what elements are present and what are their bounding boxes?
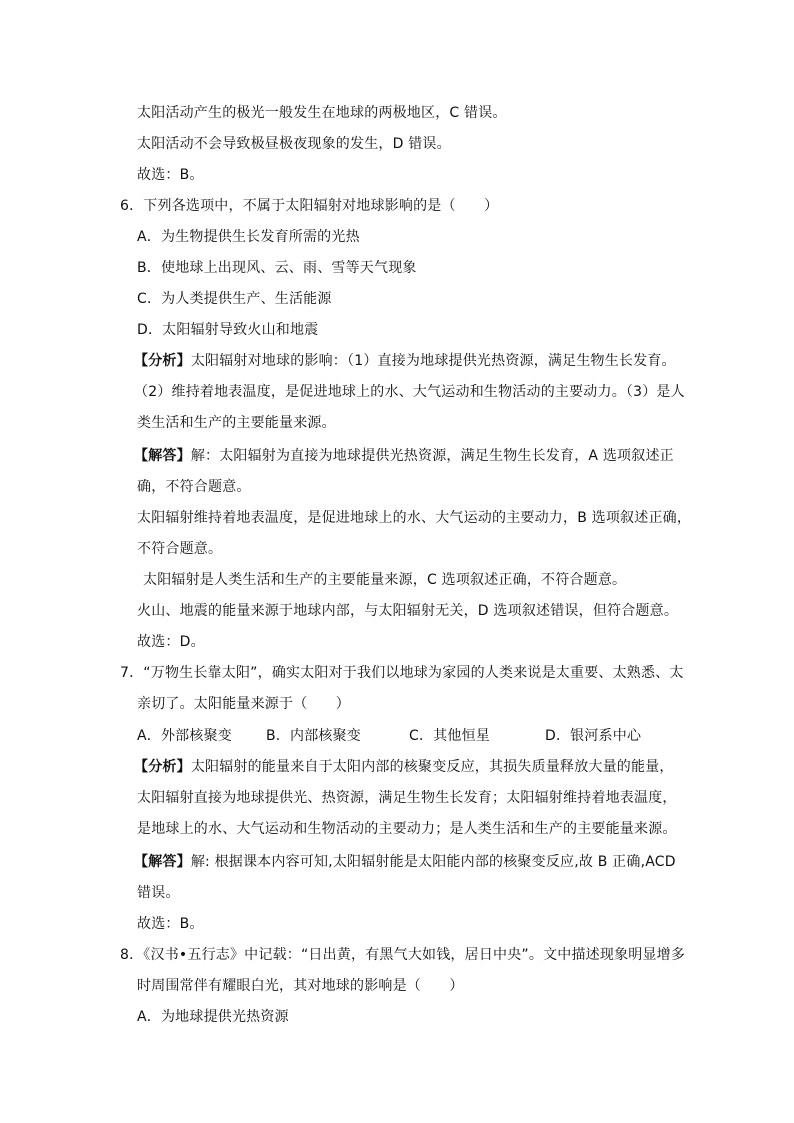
q6-analysis-text-1: 太阳辐射对地球的影响：（1）直接为地球提供光热资源，满足生物生长发育。 bbox=[190, 353, 676, 369]
q6-analysis-tag: 【分析】 bbox=[134, 353, 191, 369]
q6-answer-line-1 bbox=[134, 446, 674, 466]
q7-option-c: C．其他恒星 bbox=[409, 728, 490, 744]
q6-option-b: B．使地球上出现风、云、雨、雪等天气现象 bbox=[137, 260, 417, 276]
q7-answer-choice: 故选：B。 bbox=[137, 916, 204, 932]
q7-answer-line-1 bbox=[134, 852, 676, 872]
prev-answer-line-d: 太阳活动不会导致极昼极夜现象的发生，D 错误。 bbox=[137, 136, 451, 152]
q6-option-c: C．为人类提供生产、生活能源 bbox=[137, 291, 332, 307]
q7-stem-line-1: 7．“万物生长靠太阳”，确实太阳对于我们以地球为家园的人类来说是太重要、太熟悉、太 bbox=[120, 665, 684, 681]
q6-analysis-line-2: （2）维持着地表温度，是促进地球上的水、大气运动和生物活动的主要动力。（3）是人 bbox=[134, 384, 685, 400]
q6-option-a: A．为生物提供生长发育所需的光热 bbox=[137, 229, 360, 245]
q6-answer-line-6: 火山、地震的能量来源于地球内部，与太阳辐射无关，D 选项叙述错误，但符合题意。 bbox=[137, 603, 679, 619]
q7-answer-tag: 【解答】 bbox=[134, 854, 191, 870]
q8-stem-line-1: 8．《汉书•五行志》中记载：“日出黄，有黑气大如钱，居日中央”。文中描述现象明显增多 bbox=[120, 947, 686, 963]
q7-analysis-line-3: 是地球上的水、大气运动和生物活动的主要动力；是人类生活和生产的主要能量来源。 bbox=[137, 821, 677, 837]
q7-analysis-line-1 bbox=[134, 757, 674, 777]
prev-answer-line-c: 太阳活动产生的极光一般发生在地球的两极地区，C 错误。 bbox=[137, 105, 507, 121]
q7-options-row bbox=[137, 726, 641, 746]
q7-analysis-line-2: 太阳辐射直接为地球提供光、热资源，满足生物生长发育；太阳辐射维持着地表温度， bbox=[137, 790, 677, 806]
q6-analysis-line-3: 类生活和生产的主要能量来源。 bbox=[137, 415, 336, 431]
q6-answer-line-4: 不符合题意。 bbox=[137, 541, 223, 557]
q7-analysis-text-1: 太阳辐射的能量来自于太阳内部的核聚变反应，其损失质量释放大量的能量， bbox=[190, 759, 674, 775]
q7-answer-line-2: 错误。 bbox=[137, 885, 180, 901]
q7-analysis-tag: 【分析】 bbox=[134, 759, 191, 775]
q6-answer-line-5: 太阳辐射是人类生活和生产的主要能量来源，C 选项叙述正确，不符合题意。 bbox=[143, 572, 627, 588]
q6-analysis-line-1 bbox=[134, 351, 676, 371]
q6-answer-line-3: 太阳辐射维持着地表温度，是促进地球上的水、大气运动的主要动力，B 选项叙述正确， bbox=[137, 510, 692, 526]
q8-option-a: A．为地球提供光热资源 bbox=[137, 1009, 289, 1025]
q6-stem: 6．下列各选项中，不属于太阳辐射对地球影响的是（ ） bbox=[120, 198, 499, 214]
q6-option-d: D．太阳辐射导致火山和地震 bbox=[137, 322, 319, 338]
q8-stem-line-2: 时周围常伴有耀眼白光，其对地球的影响是（ ） bbox=[137, 978, 464, 994]
q6-answer-choice: 故选：D。 bbox=[137, 634, 205, 650]
q6-answer-tag: 【解答】 bbox=[134, 448, 191, 464]
q7-option-b: B．内部核聚变 bbox=[266, 728, 362, 744]
q7-option-d: D．银河系中心 bbox=[545, 728, 642, 744]
q7-answer-text-1: 解: 根据课本内容可知,太阳辐射能是太阳能内部的核聚变反应,故 B 正确,ACD bbox=[190, 854, 676, 870]
q7-stem-line-2: 亲切了。太阳能量来源于（ ） bbox=[137, 696, 350, 712]
prev-answer-choice: 故选：B。 bbox=[137, 167, 204, 183]
q6-answer-text-1: 解：太阳辐射为直接为地球提供光热资源，满足生物生长发育，A 选项叙述正 bbox=[190, 448, 674, 464]
q6-answer-line-2: 确，不符合题意。 bbox=[137, 479, 251, 495]
q7-option-a: A．外部核聚变 bbox=[137, 728, 232, 744]
